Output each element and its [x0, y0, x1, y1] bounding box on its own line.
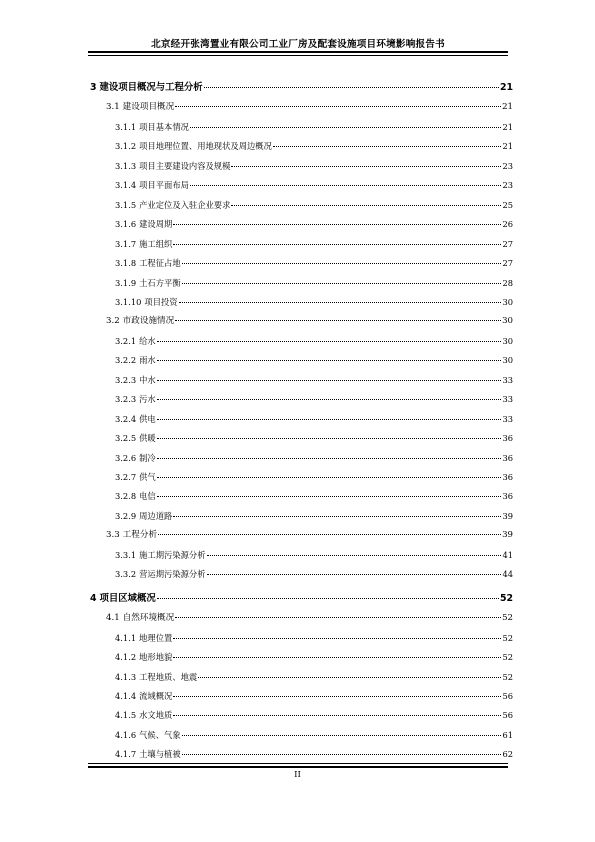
toc-entry-number: 4.1.1 — [115, 632, 137, 643]
footer-rule-thin — [88, 763, 508, 764]
toc-entry-number: 3.2.3 — [115, 394, 137, 405]
toc-entry-number: 3.2.2 — [115, 355, 137, 366]
toc-subsection-entry[interactable] — [115, 728, 513, 742]
toc-entry-number: 3.1.3 — [115, 160, 137, 171]
toc-entry-number: 4.1.4 — [115, 690, 137, 701]
toc-entry-page: 30 — [502, 355, 513, 366]
toc-entry-page: 21 — [502, 141, 513, 152]
footer-rule — [88, 766, 508, 768]
toc-entry-page: 36 — [502, 491, 513, 502]
toc-entry-page: 52 — [502, 671, 513, 682]
toc-entry-page: 52 — [502, 632, 513, 643]
toc-entry-page: 56 — [502, 690, 513, 701]
toc-entry-title: 工程征占地 — [139, 258, 181, 269]
toc-entry-title: 电信 — [139, 491, 156, 502]
toc-entry-page: 23 — [502, 180, 513, 191]
toc-entry-title: 项目主要建设内容及规模 — [139, 160, 231, 171]
toc-entry-title: 供电 — [139, 413, 156, 424]
toc-entry-number: 3.1.1 — [115, 121, 137, 132]
toc-entry-page: 21 — [499, 82, 513, 93]
toc-entry-page: 36 — [502, 472, 513, 482]
toc-entry-title: 地理位置 — [139, 632, 173, 643]
toc-subsection-entry[interactable] — [115, 650, 513, 664]
toc-dot-leader — [207, 555, 502, 556]
toc-entry-title: 营运期污染源分析 — [139, 569, 206, 580]
toc-entry-number: 3.2.3 — [115, 374, 137, 385]
toc-entry-page: 27 — [502, 258, 513, 269]
toc-entry-page: 27 — [502, 238, 513, 249]
toc-dot-leader — [182, 735, 502, 736]
toc-subsection-entry[interactable] — [115, 198, 513, 212]
toc-section-entry[interactable] — [106, 100, 513, 114]
toc-entry-title: 雨水 — [139, 355, 156, 366]
toc-dot-leader — [204, 87, 499, 88]
toc-section-entry[interactable] — [106, 314, 513, 328]
toc-entry-page: 52 — [502, 613, 513, 624]
toc-entry-page: 23 — [502, 160, 513, 171]
toc-entry-number: 3.2.6 — [115, 452, 137, 463]
toc-entry-page: 28 — [502, 277, 513, 288]
toc-chapter-entry[interactable] — [90, 81, 513, 95]
toc-entry-number: 3.1.8 — [115, 258, 137, 269]
toc-entry-title: 项目投资 — [144, 296, 178, 307]
toc-dot-leader — [173, 244, 501, 245]
toc-subsection-entry[interactable] — [115, 451, 513, 465]
toc-entry-number: 3.1.5 — [115, 199, 137, 210]
toc-entry-title: 项目地理位置、用地现状及周边概况 — [139, 141, 272, 152]
toc-dot-leader — [173, 657, 501, 658]
toc-entry-title: 建设项目概况 — [122, 102, 175, 113]
toc-dot-leader — [190, 127, 502, 128]
toc-entry-page: 39 — [502, 530, 513, 541]
toc-entry-number: 3.2.7 — [115, 472, 137, 482]
toc-entry-number: 3.1 — [106, 102, 120, 113]
toc-entry-number: 3.1.2 — [115, 141, 137, 152]
toc-entry-number: 3.2 — [106, 316, 120, 327]
toc-dot-leader — [175, 106, 501, 107]
toc-dot-leader — [173, 696, 501, 697]
toc-subsection-entry[interactable] — [115, 708, 513, 722]
toc-dot-leader — [157, 477, 502, 478]
toc-entry-title: 施工期污染源分析 — [139, 549, 206, 560]
toc-subsection-entry[interactable] — [115, 567, 513, 581]
toc-dot-leader — [157, 380, 502, 381]
toc-entry-number: 4.1.2 — [115, 652, 137, 663]
toc-entry-title: 施工组织 — [139, 238, 173, 249]
toc-dot-leader — [157, 496, 502, 497]
toc-dot-leader — [182, 754, 502, 755]
toc-chapter-entry[interactable] — [90, 592, 513, 606]
toc-entry-number: 3.1.9 — [115, 277, 137, 288]
toc-subsection-entry[interactable] — [115, 470, 513, 484]
toc-dot-leader — [173, 638, 501, 639]
toc-entry-number: 3.1.10 — [115, 296, 142, 307]
toc-entry-title: 周边道路 — [139, 510, 173, 521]
toc-section-entry[interactable] — [106, 528, 513, 542]
page-number: II — [294, 770, 301, 780]
toc-entry-title: 给水 — [139, 335, 156, 346]
toc-entry-number: 4.1.7 — [115, 749, 137, 760]
toc-dot-leader — [179, 302, 502, 303]
toc-entry-page: 41 — [502, 549, 513, 560]
toc-dot-leader — [157, 458, 502, 459]
toc-subsection-entry[interactable] — [115, 631, 513, 645]
toc-entry-number: 4.1.5 — [115, 710, 137, 721]
toc-subsection-entry[interactable] — [115, 353, 513, 367]
toc-entry-number: 3 — [90, 82, 97, 93]
toc-dot-leader — [198, 677, 501, 678]
toc-subsection-entry[interactable] — [115, 295, 513, 309]
toc-entry-page: 30 — [502, 335, 513, 346]
toc-entry-title: 产业定位及入驻企业要求 — [139, 199, 231, 210]
toc-dot-leader — [173, 224, 501, 225]
toc-dot-leader — [182, 263, 502, 264]
toc-dot-leader — [231, 166, 501, 167]
toc-entry-page: 62 — [502, 749, 513, 760]
toc-entry-title: 工程分析 — [122, 530, 158, 541]
toc-entry-page: 30 — [502, 316, 513, 327]
toc-entry-title: 流域概况 — [139, 690, 173, 701]
toc-subsection-entry[interactable] — [115, 237, 513, 251]
toc-dot-leader — [175, 320, 501, 321]
document-header-title: 北京经开张湾置业有限公司工业厂房及配套设施项目环境影响报告书 — [151, 39, 445, 50]
toc-entry-title: 工程地质、地震 — [139, 671, 198, 682]
toc-dot-leader — [173, 516, 501, 517]
toc-subsection-entry[interactable] — [115, 217, 513, 231]
toc-subsection-entry[interactable] — [115, 178, 513, 192]
toc-dot-leader — [157, 598, 499, 599]
toc-entry-title: 建设项目概况与工程分析 — [99, 82, 203, 93]
toc-entry-page: 44 — [502, 569, 513, 580]
toc-subsection-entry[interactable] — [115, 139, 513, 153]
toc-subsection-entry[interactable] — [115, 548, 513, 562]
toc-entry-page: 26 — [502, 219, 513, 230]
toc-dot-leader — [157, 341, 502, 342]
toc-entry-title: 供暖 — [139, 433, 156, 444]
toc-entry-number: 3.3.2 — [115, 569, 137, 580]
toc-subsection-entry[interactable] — [115, 276, 513, 290]
toc-entry-number: 4 — [90, 592, 97, 604]
toc-entry-number: 3.2.8 — [115, 491, 137, 502]
toc-entry-title: 自然环境概况 — [122, 613, 175, 624]
toc-dot-leader — [190, 185, 502, 186]
toc-entry-title: 项目基本情况 — [139, 121, 189, 132]
toc-subsection-entry[interactable] — [115, 334, 513, 348]
toc-dot-leader — [231, 205, 501, 206]
toc-entry-page: 33 — [502, 374, 513, 385]
toc-entry-number: 4.1.3 — [115, 671, 137, 682]
toc-entry-number: 3.3 — [106, 530, 120, 541]
toc-entry-number: 3.1.7 — [115, 238, 137, 249]
toc-entry-title: 土壤与植被 — [139, 749, 181, 760]
toc-entry-title: 土石方平衡 — [139, 277, 181, 288]
toc-entry-page: 33 — [502, 413, 513, 424]
toc-entry-page: 39 — [502, 510, 513, 521]
toc-entry-number: 3.2.1 — [115, 335, 137, 346]
toc-subsection-entry[interactable] — [115, 392, 513, 406]
toc-dot-leader — [173, 715, 501, 716]
toc-subsection-entry[interactable] — [115, 159, 513, 173]
toc-entry-number: 3.2.9 — [115, 510, 137, 521]
toc-entry-number: 4.1 — [106, 613, 120, 624]
toc-entry-page: 21 — [502, 121, 513, 132]
toc-entry-page: 52 — [502, 652, 513, 663]
toc-entry-page: 21 — [502, 102, 513, 113]
toc-subsection-entry[interactable] — [115, 256, 513, 270]
toc-dot-leader — [157, 360, 502, 361]
toc-subsection-entry[interactable] — [115, 509, 513, 523]
toc-dot-leader — [158, 534, 501, 535]
toc-dot-leader — [182, 283, 502, 284]
toc-subsection-entry[interactable] — [115, 373, 513, 387]
toc-subsection-entry[interactable] — [115, 412, 513, 426]
toc-entry-page: 52 — [499, 592, 513, 604]
toc-dot-leader — [157, 399, 502, 400]
toc-dot-leader — [157, 419, 502, 420]
toc-entry-page: 30 — [502, 296, 513, 307]
toc-entry-number: 3.1.4 — [115, 180, 137, 191]
toc-subsection-entry[interactable] — [115, 489, 513, 503]
toc-entry-page: 61 — [502, 729, 513, 740]
toc-entry-title: 供气 — [139, 472, 156, 482]
toc-subsection-entry[interactable] — [115, 120, 513, 134]
toc-dot-leader — [207, 574, 502, 575]
toc-entry-number: 3.2.4 — [115, 413, 137, 424]
toc-entry-number: 3.1.6 — [115, 219, 137, 230]
toc-entry-title: 建设周期 — [139, 219, 173, 230]
toc-entry-title: 污水 — [139, 394, 156, 405]
toc-subsection-entry[interactable] — [115, 431, 513, 445]
toc-entry-number: 4.1.6 — [115, 729, 137, 740]
toc-entry-title: 项目区域概况 — [99, 592, 156, 604]
toc-subsection-entry[interactable] — [115, 670, 513, 684]
toc-entry-title: 地形地貌 — [139, 652, 173, 663]
toc-entry-page: 33 — [502, 394, 513, 405]
toc-entry-title: 制冷 — [139, 452, 156, 463]
toc-entry-title: 水文地质 — [139, 710, 173, 721]
toc-entry-page: 36 — [502, 433, 513, 444]
toc-entry-title: 项目平面布局 — [139, 180, 189, 191]
toc-entry-number: 3.2.5 — [115, 433, 137, 444]
toc-entry-page: 56 — [502, 710, 513, 721]
toc-entry-title: 市政设施情况 — [122, 316, 175, 327]
toc-entry-title: 气候、气象 — [139, 729, 181, 740]
toc-entry-page: 36 — [502, 452, 513, 463]
toc-dot-leader — [273, 146, 502, 147]
toc-dot-leader — [175, 617, 501, 618]
toc-entry-page: 25 — [502, 199, 513, 210]
toc-subsection-entry[interactable] — [115, 689, 513, 703]
toc-entry-number: 3.3.1 — [115, 549, 137, 560]
toc-entry-title: 中水 — [139, 374, 156, 385]
toc-section-entry[interactable] — [106, 611, 513, 625]
toc-subsection-entry[interactable] — [115, 747, 513, 761]
toc-dot-leader — [157, 438, 502, 439]
